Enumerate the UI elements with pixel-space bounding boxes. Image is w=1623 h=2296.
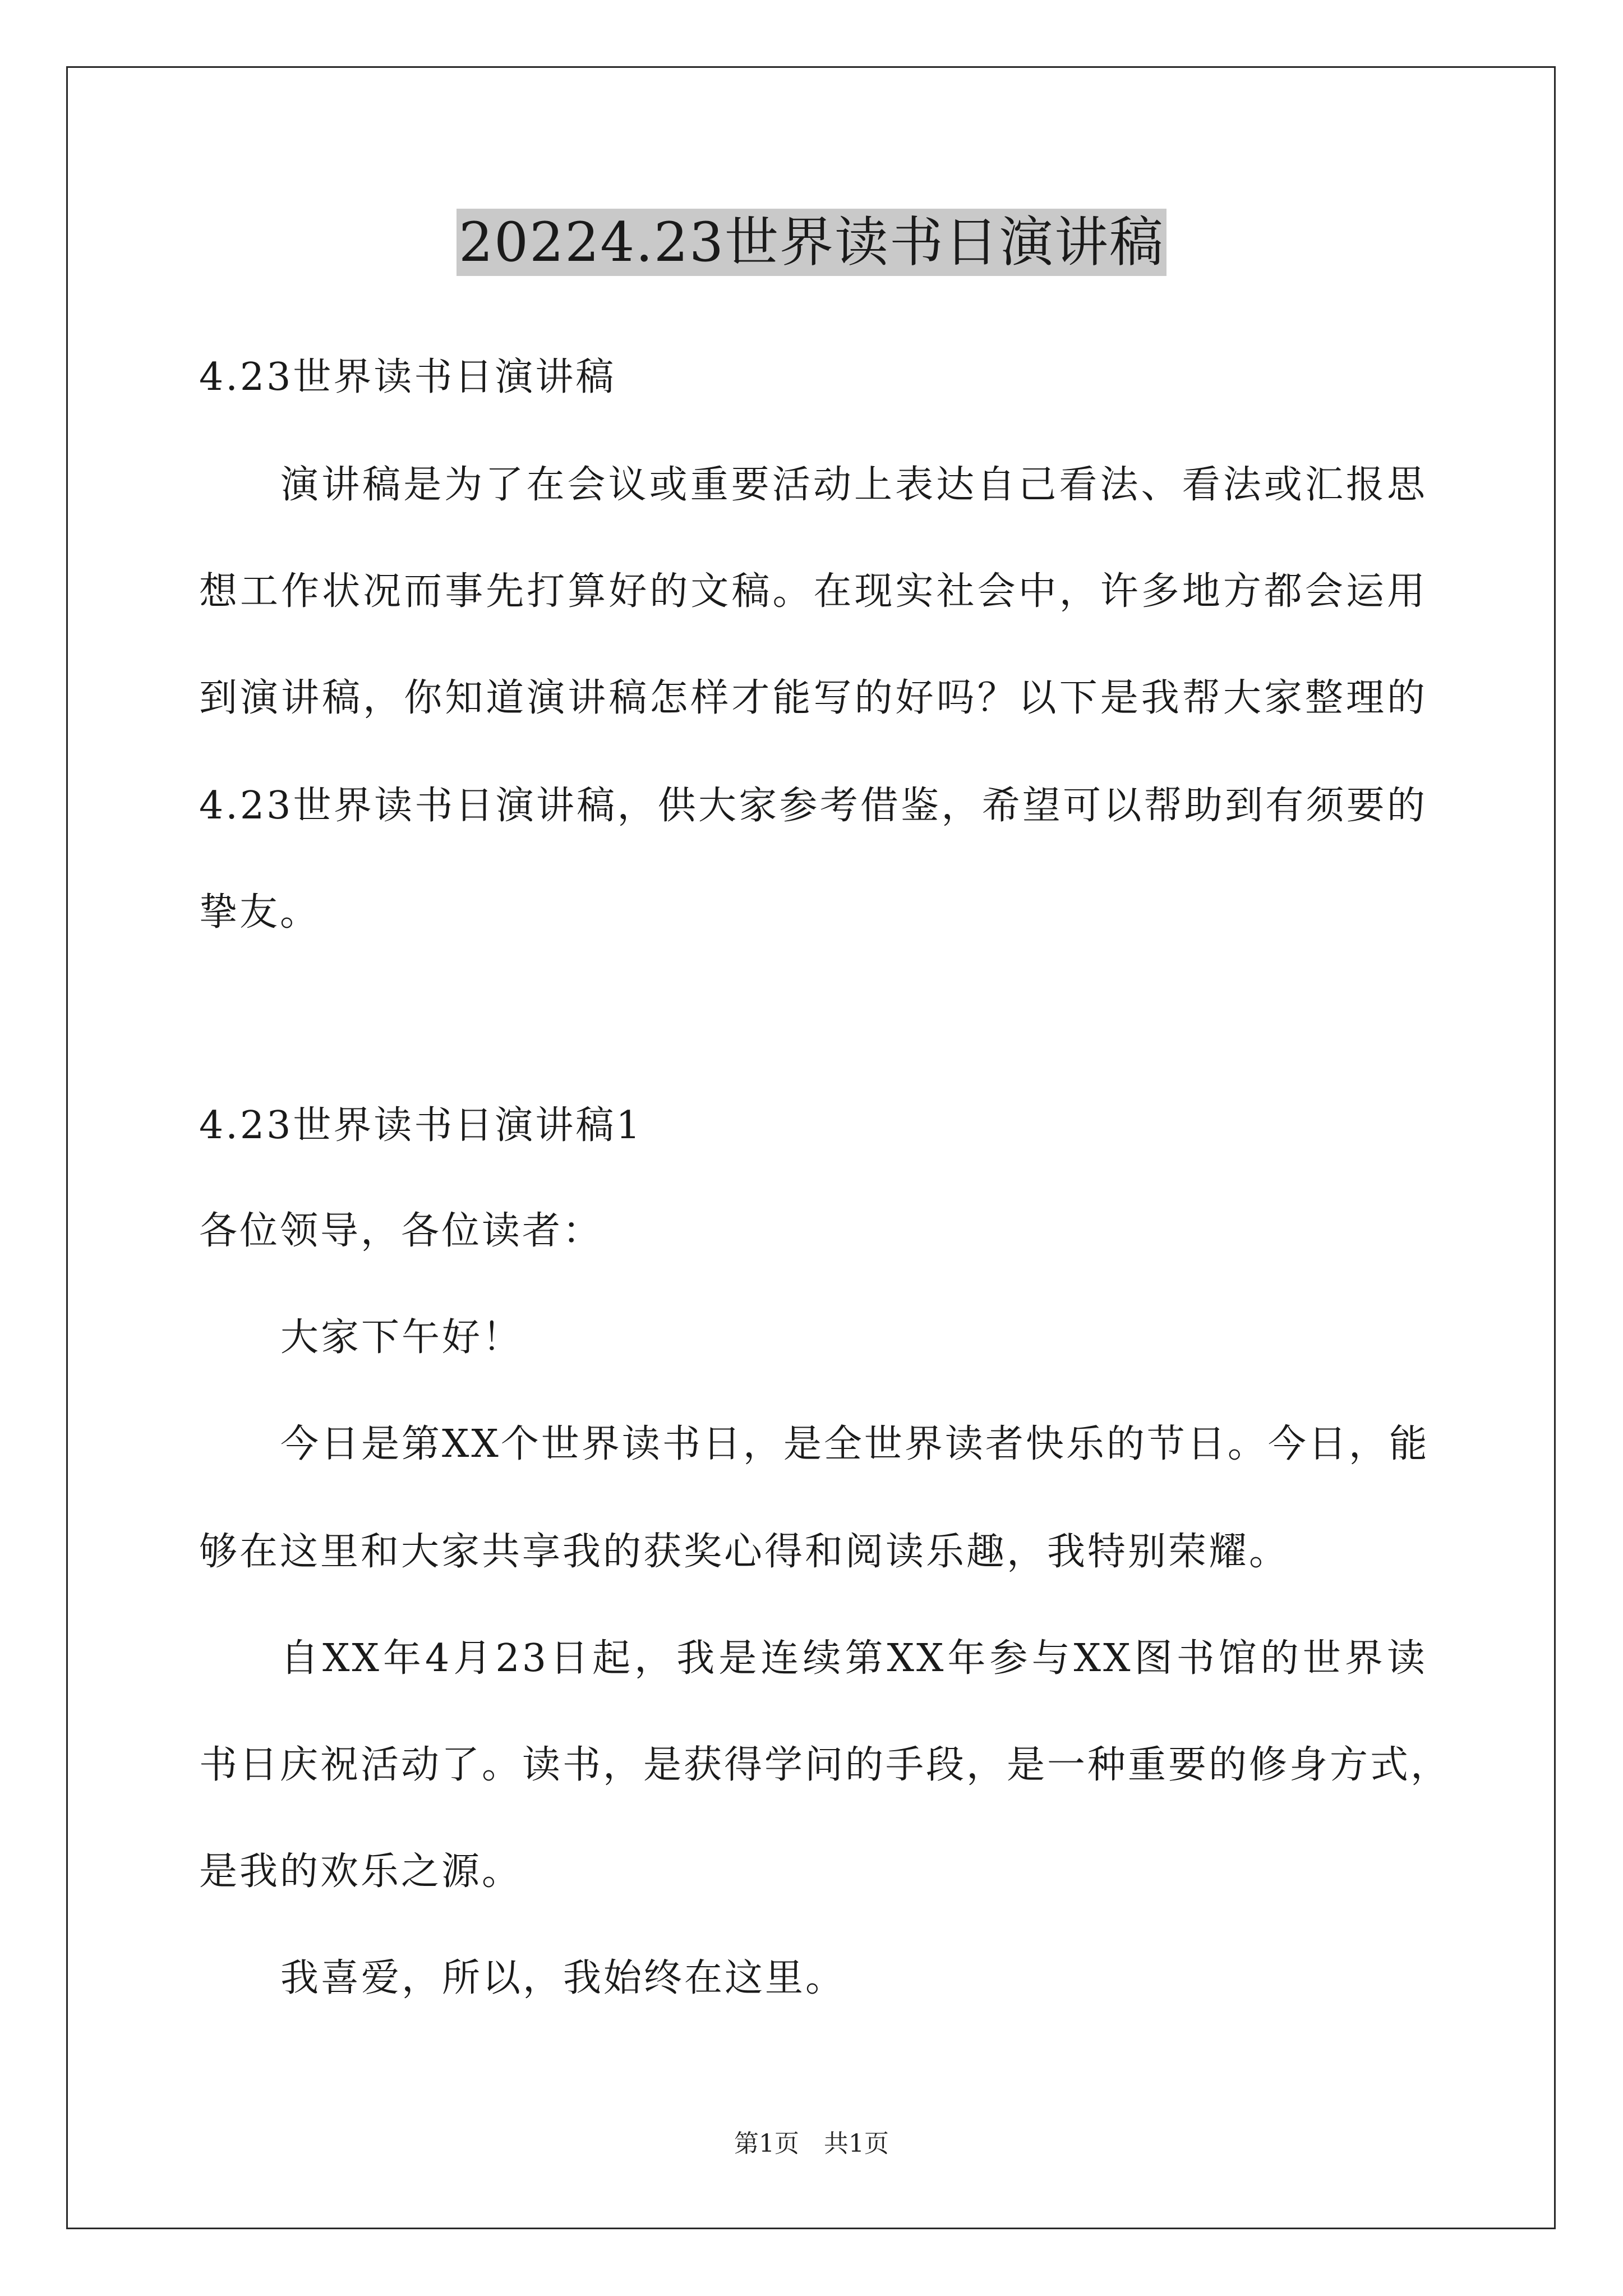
paragraph-line: 今日是第XX个世界读书日，是全世界读者快乐的节日。今日，能 (280, 1422, 1430, 1466)
intro-line: 到演讲稿，你知道演讲稿怎样才能写的好吗？以下是我帮大家整理的 (199, 676, 1427, 720)
salutation: 各位领导，各位读者： (199, 1209, 603, 1253)
heading-section: 4.23世界读书日演讲稿1 (199, 1103, 643, 1148)
intro-line: 想工作状况而事先打算好的文稿。在现实社会中，许多地方都会运用 (199, 569, 1427, 614)
paragraph-line: 书日庆祝活动了。读书，是获得学问的手段，是一种重要的修身方式， (199, 1743, 1451, 1787)
greeting: 大家下午好！ (280, 1315, 523, 1360)
heading-main: 4.23世界读书日演讲稿 (199, 355, 616, 399)
intro-line: 挚友。 (199, 890, 321, 935)
paragraph-line: 我喜爱，所以，我始终在这里。 (280, 1956, 846, 2000)
document-title: 20224.23世界读书日演讲稿 (0, 203, 1623, 282)
paragraph-line: 是我的欢乐之源。 (199, 1849, 523, 1894)
paragraph-line: 自XX年4月23日起，我是连续第XX年参与XX图书馆的世界读 (280, 1636, 1427, 1681)
intro-line: 演讲稿是为了在会议或重要活动上表达自己看法、看法或汇报思 (280, 463, 1427, 507)
page-footer: 第1页 共1页 (734, 2129, 889, 2158)
intro-line: 4.23世界读书日演讲稿，供大家参考借鉴，希望可以帮助到有须要的 (199, 784, 1427, 828)
paragraph-line: 够在这里和大家共享我的获奖心得和阅读乐趣，我特别荣耀。 (199, 1530, 1290, 1574)
